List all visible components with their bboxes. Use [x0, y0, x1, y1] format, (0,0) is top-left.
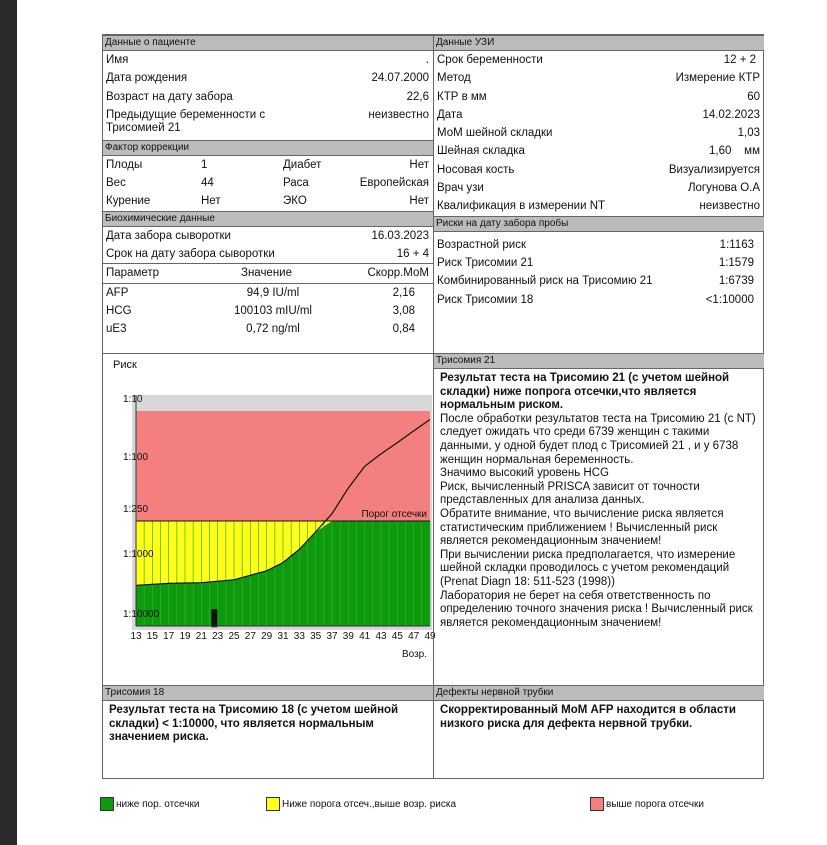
x-axis-label: Возр.: [401, 649, 427, 660]
age-risk-value: 1:1163: [719, 238, 754, 251]
serum-term-label: Срок на дату забора сыворотки: [106, 248, 275, 261]
patient-risk-marker: [211, 609, 217, 627]
left-column: [103, 35, 436, 744]
legend-below: [100, 797, 199, 811]
dob-value: 24.07.2000: [371, 72, 429, 85]
name-value: .: [425, 54, 429, 66]
param-cell: HCG: [106, 304, 132, 317]
y-tick-label: 1:250: [123, 504, 149, 515]
age-label: Возраст на дату забора: [106, 90, 233, 103]
mom-cell: 3,08: [392, 304, 415, 317]
correction-header: Фактор коррекции: [103, 140, 433, 156]
value-cell: 94,9 IU/ml: [246, 286, 300, 299]
legend-green-swatch: [100, 797, 114, 811]
us-term-label: Срок беременности: [437, 54, 543, 66]
nt-label: Шейная складка: [437, 145, 525, 158]
ultrasound-header: Данные УЗИ: [434, 35, 764, 51]
diabetes-value: Нет: [409, 158, 429, 171]
ivf-label: ЭКО: [283, 195, 307, 208]
method-row: [434, 69, 764, 87]
legend-between-label: Ниже порога отсеч.,выше возр. риска: [282, 798, 457, 810]
ntd-section: [434, 685, 764, 734]
qual-label: Квалификация в измерении NT: [437, 200, 606, 213]
x-tick-label: 43: [375, 631, 387, 642]
nt-mom-value: 1,03: [737, 127, 760, 140]
patient-header: Данные о пациенте: [103, 35, 433, 51]
x-tick-label: 19: [179, 631, 191, 642]
x-tick-label: 13: [130, 631, 142, 642]
x-tick-label: 49: [424, 631, 436, 642]
serum-date-value: 16.03.2023: [371, 229, 429, 242]
dob-label: Дата рождения: [106, 72, 188, 85]
ktr-row: [434, 88, 764, 106]
age-value: 22,6: [406, 90, 429, 103]
t21-risk-value: 1:1579: [718, 256, 754, 269]
cutoff-label: Порог отсечки: [361, 509, 427, 520]
legend-above: [590, 797, 704, 811]
y-tick-label: 1:100: [123, 452, 149, 463]
name-row: [103, 51, 433, 69]
weight-value: 44: [201, 177, 214, 190]
t18-text: Результат теста на Трисомию 18 (с учетом шейной складки) < 1:10000, что является нормальным значением риска.: [109, 704, 399, 744]
y-tick-label: 1:1000: [123, 549, 154, 560]
table-row: [103, 320, 433, 338]
col-param: Параметр: [106, 267, 160, 280]
x-tick-label: 39: [342, 631, 354, 642]
chart-panel: [103, 353, 436, 684]
serum-term-value: 16 + 4: [396, 248, 429, 261]
t21-paragraph: При вычислении риска предполагается, что измерение шейной складки проводилось с учетом рекомендаций (Prenat Diagn 18: 511-523 (1998)): [440, 548, 736, 588]
x-tick-label: 27: [244, 631, 256, 642]
nt-mom-row: [434, 124, 764, 142]
ktr-value: 60: [747, 90, 760, 103]
x-tick-label: 31: [277, 631, 289, 642]
race-label: Раса: [283, 177, 309, 190]
prev-pregnancies-row: [103, 106, 433, 140]
t21-bold: Результат теста на Трисомию 21 (с учетом шейной складки) ниже попрога отсечки,что является нормальным риском.: [440, 372, 730, 412]
x-tick-label: 17: [163, 631, 175, 642]
ktr-label: КТР в мм: [437, 90, 487, 103]
t21-text: [434, 369, 764, 633]
t21-risk-row: [434, 254, 764, 272]
t21-paragraph: Обратите внимание, что вычисление риска является статистическим приближением ! Вычисленный риск является рекомендационным значением!: [440, 507, 724, 548]
nasal-label: Носовая кость: [437, 163, 515, 176]
x-tick-label: 47: [408, 631, 420, 642]
above-cutoff-area: [136, 411, 430, 521]
name-label: Имя: [106, 54, 129, 66]
legend-between: [266, 797, 456, 811]
weight-row: [103, 174, 433, 192]
viewer-side-bar: [0, 0, 17, 845]
x-tick-label: 21: [195, 631, 207, 642]
x-tick-label: 45: [391, 631, 403, 642]
smoking-value: Нет: [201, 195, 221, 208]
biochem-header: Биохимические данные: [103, 211, 433, 227]
ivf-value: Нет: [409, 195, 429, 208]
us-date-label: Дата: [437, 108, 463, 121]
race-value: Европейская: [359, 177, 429, 190]
serum-date-label: Дата забора сыворотки: [106, 229, 231, 242]
t21-paragraph: После обработки результатов теста на Трисомию 21 (с NT) следует ожидать что среди 6739 женщин с такими данными, у одной будет плод с Трисомией 21 , и у 6738 женщин нормальная беременность.: [440, 412, 756, 466]
t21-header: Трисомия 21: [434, 353, 764, 369]
fetus-label: Плоды: [106, 158, 143, 171]
chart-title: Риск: [113, 359, 137, 371]
legend-below-label: ниже пор. отсечки: [116, 798, 200, 810]
doctor-label: Врач узи: [437, 182, 484, 195]
mom-cell: 2,16: [392, 286, 415, 299]
x-tick-label: 25: [228, 631, 240, 642]
diabetes-label: Диабет: [283, 158, 322, 171]
nasal-row: [434, 161, 764, 179]
t21-paragraph: Лаборатория не берет на себя ответственность по определению точного значения риска ! Вычисленный риск является рекомендационным значением!: [440, 589, 753, 629]
age-risk-row: [434, 236, 764, 254]
y-tick-label: 1:10: [123, 394, 143, 405]
t21-risk-label: Риск Трисомии 21: [437, 256, 534, 269]
param-cell: uE3: [106, 323, 127, 336]
dob-row: [103, 69, 433, 87]
table-row: [103, 302, 433, 320]
comb-risk-label: Комбинированный риск на Трисомию 21: [437, 275, 653, 288]
x-tick-label: 37: [326, 631, 338, 642]
qual-row: [434, 197, 764, 215]
serum-date-row: [103, 227, 433, 245]
doctor-row: [434, 179, 764, 197]
qual-value: неизвестно: [699, 200, 760, 213]
serum-term-row: [103, 245, 433, 263]
age-row: [103, 88, 433, 106]
y-tick-label: 1:10000: [123, 609, 160, 620]
t18-section: [103, 685, 433, 748]
x-tick-label: 29: [261, 631, 273, 642]
ntd-header: Дефекты нервной трубки: [434, 685, 764, 701]
method-value: Измерение КТР: [675, 72, 760, 85]
smoking-row: [103, 192, 433, 210]
x-tick-label: 35: [310, 631, 322, 642]
t18-header: Трисомия 18: [103, 685, 433, 701]
nt-mom-label: МоМ шейной складки: [437, 127, 553, 140]
x-tick-label: 33: [293, 631, 305, 642]
x-tick-label: 15: [146, 631, 158, 642]
comb-risk-row: [434, 272, 764, 290]
risks-header: Риски на дату забора пробы: [434, 216, 764, 232]
ntd-text: Скорректированный МоМ AFP находится в области низкого риска для дефекта нервной трубки.: [440, 704, 736, 730]
comb-risk-value: 1:6739: [718, 275, 754, 288]
nasal-value: Визуализируется: [668, 163, 760, 176]
method-label: Метод: [437, 72, 471, 85]
t21-section: [434, 353, 764, 633]
param-cell: AFP: [106, 286, 129, 299]
t18-risk-label: Риск Трисомии 18: [437, 293, 534, 306]
biochem-table-head: [103, 263, 433, 283]
us-date-value: 14.02.2023: [702, 108, 760, 121]
t18-risk-row: [434, 291, 764, 309]
col-value: Значение: [241, 267, 292, 280]
col-mom: Скорр.МоМ: [367, 267, 429, 280]
right-column: [433, 35, 764, 778]
smoking-label: Курение: [106, 195, 151, 208]
t18-risk-value: <1:10000: [705, 293, 754, 306]
doctor-value: Логунова О.А: [687, 182, 760, 195]
t21-paragraph: Риск, вычисленный PRISCA зависит от точности представленных для анализа данных.: [440, 480, 700, 507]
legend-above-label: выше порога отсечки: [606, 798, 704, 810]
value-cell: 0,72 ng/ml: [246, 323, 300, 336]
legend-red-swatch: [590, 797, 604, 811]
t21-paragraph: Значимо высокий уровень HCG: [440, 467, 609, 480]
us-term-value: 12 + 2: [723, 54, 756, 66]
us-term-row: [434, 51, 764, 69]
fetus-value: 1: [201, 158, 208, 171]
mom-cell: 0,84: [392, 323, 415, 336]
prev-label: Предыдущие беременности с Трисомией 21: [106, 108, 266, 134]
risk-chart: [103, 354, 436, 684]
fetus-row: [103, 156, 433, 174]
value-cell: 100103 mIU/ml: [234, 304, 312, 317]
table-row: [103, 284, 433, 302]
nt-value: 1,60 мм: [709, 145, 760, 158]
report-sheet: [102, 34, 764, 779]
age-risk-label: Возрастной риск: [437, 238, 526, 251]
prev-value: неизвестно: [368, 108, 429, 121]
x-tick-label: 41: [359, 631, 371, 642]
us-date-row: [434, 106, 764, 124]
nt-row: [434, 142, 764, 160]
weight-label: Вес: [106, 177, 126, 190]
x-tick-label: 23: [212, 631, 224, 642]
legend-yellow-swatch: [266, 797, 280, 811]
